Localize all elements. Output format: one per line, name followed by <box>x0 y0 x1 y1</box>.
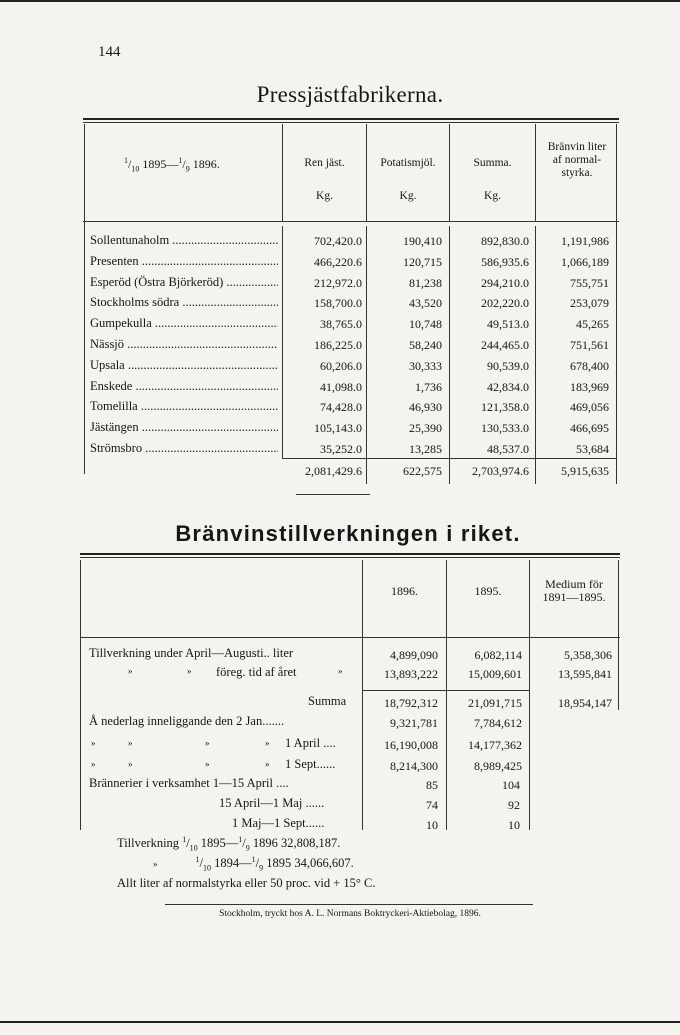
cell-ren: 35,252.0 <box>320 442 362 456</box>
cell-potatis: 25,390 <box>409 421 442 435</box>
cell-potatis: 190,410 <box>403 234 442 248</box>
cell-potatis: 13,285 <box>409 442 442 456</box>
cell-potatis: 120,715 <box>403 255 442 269</box>
printer-footer: Stockholm, tryckt hos A. L. Normans Boktryckeri-Aktiebolag, 1896. <box>219 909 481 919</box>
cell: 10 <box>508 818 520 832</box>
ditto-mark: » <box>128 738 133 748</box>
factory-name: Stockholms södra ..... <box>90 295 278 310</box>
cell-summa: 892,830.0 <box>481 234 529 248</box>
cell: 5,358,306 <box>564 648 612 662</box>
top-edge-rule <box>0 0 680 2</box>
col-unit-ren: Kg. <box>316 190 333 202</box>
cell-ren: 158,700.0 <box>314 296 362 310</box>
total-potatis: 622,575 <box>403 464 442 478</box>
factory-name: Jästängen ..... <box>90 420 278 435</box>
cell-ren: 212,972.0 <box>314 276 362 290</box>
cell: 104 <box>502 778 520 792</box>
cell-branvin: 678,400 <box>570 359 609 373</box>
note-normalstyrka: Allt liter af normalstyrka eller 50 proc. vid + 15° C. <box>117 876 376 890</box>
col-header-1896: 1896. <box>391 584 418 598</box>
cell-summa: 130,533.0 <box>481 421 529 435</box>
cell-summa: 49,513.0 <box>487 317 529 331</box>
cell: 6,082,114 <box>474 648 522 662</box>
col-header-ren: Ren jäst. <box>304 157 345 169</box>
factory-name: Nässjö ..... <box>90 337 278 352</box>
row-maj-sept-label: 1 Maj—1 Sept...... <box>232 816 325 830</box>
period-label: $^1/_{10}$ $1895—^1/_9$ 1896. <box>124 156 220 174</box>
cell: 4,899,090 <box>390 648 438 662</box>
factory-name: Upsala ..... <box>90 358 278 373</box>
row-maj-label: 15 April—1 Maj ...... <box>219 796 325 810</box>
ditto-mark: » <box>187 666 192 676</box>
total-summa: 2,703,974.6 <box>472 464 529 478</box>
factory-name: Strömsbro ..... <box>90 441 278 456</box>
cell-summa: 244,465.0 <box>481 338 529 352</box>
factory-name: Enskede ..... <box>90 379 278 394</box>
cell-summa: 42,834.0 <box>487 380 529 394</box>
note-tillverkning-1894: » $^1/_{10}$ $1894—^1/_9$ 1895 34,066,607. <box>153 855 354 873</box>
table2-title: Bränvinstillverkningen i riket. <box>175 521 521 546</box>
cell: 14,177,362 <box>468 738 522 752</box>
ditto-mark: » <box>128 666 133 676</box>
cell-summa: 294,210.0 <box>481 276 529 290</box>
cell-ren: 60,206.0 <box>320 359 362 373</box>
cell: 8,214,300 <box>390 759 438 773</box>
cell: 10 <box>426 818 438 832</box>
cell-branvin: 755,751 <box>570 276 609 290</box>
col-header-medium: Medium för 1891—1895. <box>542 577 606 604</box>
row-nederlag-label: Å nederlag inneliggande den 2 Jan....... <box>89 714 285 728</box>
cell-branvin: 751,561 <box>570 338 609 352</box>
cell-potatis: 81,238 <box>409 276 442 290</box>
cell-ren: 74,428.0 <box>320 400 362 414</box>
cell-summa: 202,220.0 <box>481 296 529 310</box>
cell-summa: 121,358.0 <box>481 400 529 414</box>
total-ren: 2,081,429.6 <box>305 464 362 478</box>
row-tillverkning-label: Tillverkning under April—Augusti.. liter <box>89 646 294 660</box>
col-unit-summa: Kg. <box>484 190 501 202</box>
factory-name: Gumpekulla ..... <box>90 316 278 331</box>
col-header-1895: 1895. <box>474 584 502 598</box>
cell-potatis: 43,520 <box>409 296 442 310</box>
cell: 13,893,222 <box>384 667 438 681</box>
cell: 16,190,008 <box>384 738 438 752</box>
bottom-edge-rule <box>0 1021 680 1023</box>
cell-ren: 38,765.0 <box>320 317 362 331</box>
ditto-mark: » <box>91 759 96 769</box>
cell: 18,954,147 <box>558 696 612 710</box>
ditto-mark: » <box>205 759 210 769</box>
cell-branvin: 469,056 <box>570 400 609 414</box>
ditto-mark: » <box>338 666 343 676</box>
factory-name: Tomelilla ..... <box>90 399 278 414</box>
ditto-mark: » <box>128 759 133 769</box>
cell: 8,989,425 <box>474 759 522 773</box>
cell-branvin: 253,079 <box>570 296 609 310</box>
cell-ren: 702,420.0 <box>314 234 362 248</box>
cell: 92 <box>508 798 520 812</box>
cell-branvin: 183,969 <box>570 380 609 394</box>
col-header-branvin: Bränvin liter af normal-styrka. <box>547 141 607 179</box>
cell-potatis: 1,736 <box>415 380 442 394</box>
col-header-potatis: Potatismjöl. <box>380 157 436 169</box>
cell: 13,595,841 <box>558 667 612 681</box>
page-number: 144 <box>98 44 121 60</box>
cell-potatis: 10,748 <box>409 317 442 331</box>
note-tillverkning-1895: Tillverkning $^1/_{10}$ $1895—^1/_9$ 1896 32,808,187. <box>117 835 341 853</box>
ditto-mark: » <box>265 738 270 748</box>
row-brannerier-label: Brännerier i verksamhet 1—15 April .... <box>89 776 289 790</box>
separator-rule <box>296 494 370 495</box>
row-april-label: 1 April .... <box>285 736 336 750</box>
cell: 15,009,601 <box>468 667 522 681</box>
cell: 74 <box>426 798 438 812</box>
col-header-summa: Summa. <box>473 157 512 169</box>
total-branvin: 5,915,635 <box>561 464 609 478</box>
col-unit-potatis: Kg. <box>399 190 417 202</box>
cell: 7,784,612 <box>474 716 522 730</box>
cell-potatis: 30,333 <box>409 359 442 373</box>
cell-branvin: 53,684 <box>576 442 609 456</box>
cell: 18,792,312 <box>384 696 438 710</box>
cell-summa: 90,539.0 <box>487 359 529 373</box>
row-summa-label: Summa <box>308 694 347 708</box>
ditto-mark: » <box>265 759 270 769</box>
cell-branvin: 45,265 <box>576 317 609 331</box>
cell: 21,091,715 <box>468 696 522 710</box>
footer-rule <box>165 904 533 905</box>
cell-ren: 105,143.0 <box>314 421 362 435</box>
ditto-mark: » <box>91 738 96 748</box>
cell-branvin: 1,066,189 <box>561 255 609 269</box>
cell-summa: 48,537.0 <box>487 442 529 456</box>
cell-potatis: 46,930 <box>409 400 442 414</box>
ditto-mark: » <box>205 738 210 748</box>
cell-ren: 466,220.6 <box>314 255 362 269</box>
cell: 9,321,781 <box>390 716 438 730</box>
cell-ren: 41,098.0 <box>320 380 362 394</box>
factory-name: Esperöd (Östra Björkeröd) ..... <box>90 275 278 290</box>
table1-title: Pressjästfabrikerna. <box>256 82 444 107</box>
factory-name: Presenten ..... <box>90 254 278 269</box>
cell-branvin: 466,695 <box>570 421 609 435</box>
factory-name: Sollentunaholm ..... <box>90 233 278 248</box>
row-foreg-label: föreg. tid af året <box>216 665 297 679</box>
cell-summa: 586,935.6 <box>481 255 529 269</box>
cell-potatis: 58,240 <box>409 338 442 352</box>
cell-ren: 186,225.0 <box>314 338 362 352</box>
cell-branvin: 1,191,986 <box>561 234 609 248</box>
cell: 85 <box>426 778 438 792</box>
row-sept-label: 1 Sept...... <box>285 757 336 771</box>
